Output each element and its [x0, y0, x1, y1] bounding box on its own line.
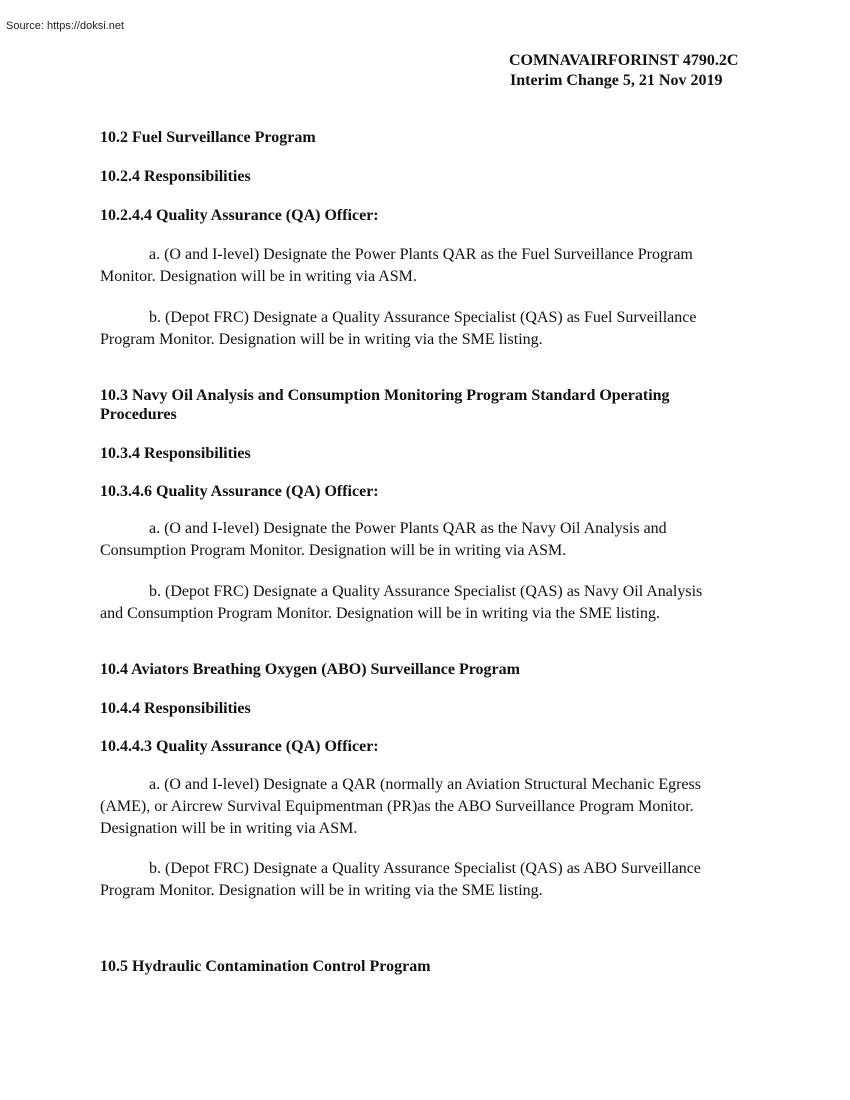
- heading-10-2-4-4: 10.2.4.4 Quality Assurance (QA) Officer:: [100, 207, 379, 224]
- paragraph-second-line: (AME), or Aircrew Survival Equipmentman (PR)as the ABO Surveillance Program Monitor.: [100, 798, 694, 815]
- paragraph-10-2-4-4-a: [100, 244, 740, 288]
- paragraph-continuation: and Consumption Program Monitor. Designation will be in writing via the SME listing.: [100, 605, 660, 622]
- paragraph-continuation: Program Monitor. Designation will be in writing via the SME listing.: [100, 331, 543, 348]
- heading-10-4-4-3: 10.4.4.3 Quality Assurance (QA) Officer:: [100, 738, 379, 755]
- paragraph-first-line: b. (Depot FRC) Designate a Quality Assurance Specialist (QAS) as Navy Oil Analysis: [149, 583, 703, 600]
- paragraph-10-4-4-3-b: [100, 858, 740, 902]
- paragraph-10-3-4-6-b: [100, 581, 740, 625]
- interim-change: Interim Change 5, 21 Nov 2019: [510, 72, 723, 89]
- paragraph-10-4-4-3-a: [100, 774, 740, 840]
- heading-10-3: 10.3 Navy Oil Analysis and Consumption Monitoring Program Standard Operating Procedures: [100, 387, 670, 423]
- paragraph-continuation: Consumption Program Monitor. Designation will be in writing via ASM.: [100, 542, 567, 559]
- heading-10-2-4: 10.2.4 Responsibilities: [100, 168, 251, 185]
- paragraph-first-line: a. (O and I-level) Designate the Power Plants QAR as the Fuel Surveillance Program: [149, 246, 693, 263]
- paragraph-first-line: a. (O and I-level) Designate the Power Plants QAR as the Navy Oil Analysis and: [149, 520, 667, 537]
- paragraph-continuation: Monitor. Designation will be in writing via ASM.: [100, 268, 417, 285]
- heading-10-4: 10.4 Aviators Breathing Oxygen (ABO) Surveillance Program: [100, 661, 520, 678]
- paragraph-10-2-4-4-b: [100, 307, 740, 351]
- heading-10-3-4-6: 10.3.4.6 Quality Assurance (QA) Officer:: [100, 483, 379, 500]
- paragraph-first-line: a. (O and I-level) Designate a QAR (normally an Aviation Structural Mechanic Egress: [149, 776, 701, 793]
- heading-10-5: 10.5 Hydraulic Contamination Control Program: [100, 958, 431, 975]
- paragraph-first-line: b. (Depot FRC) Designate a Quality Assurance Specialist (QAS) as ABO Surveillance: [149, 860, 701, 877]
- paragraph-10-3-4-6-a: [100, 518, 740, 562]
- source-note: Source: https://doksi.net: [6, 20, 125, 32]
- paragraph-continuation: Designation will be in writing via ASM.: [100, 820, 358, 837]
- paragraph-continuation: Program Monitor. Designation will be in writing via the SME listing.: [100, 882, 543, 899]
- heading-10-2: 10.2 Fuel Surveillance Program: [100, 129, 316, 146]
- document-header: [509, 51, 738, 91]
- heading-10-4-4: 10.4.4 Responsibilities: [100, 700, 251, 717]
- paragraph-first-line: b. (Depot FRC) Designate a Quality Assurance Specialist (QAS) as Fuel Surveillance: [149, 309, 697, 326]
- heading-10-3-4: 10.3.4 Responsibilities: [100, 445, 251, 462]
- document-id: COMNAVAIRFORINST 4790.2C: [509, 52, 739, 69]
